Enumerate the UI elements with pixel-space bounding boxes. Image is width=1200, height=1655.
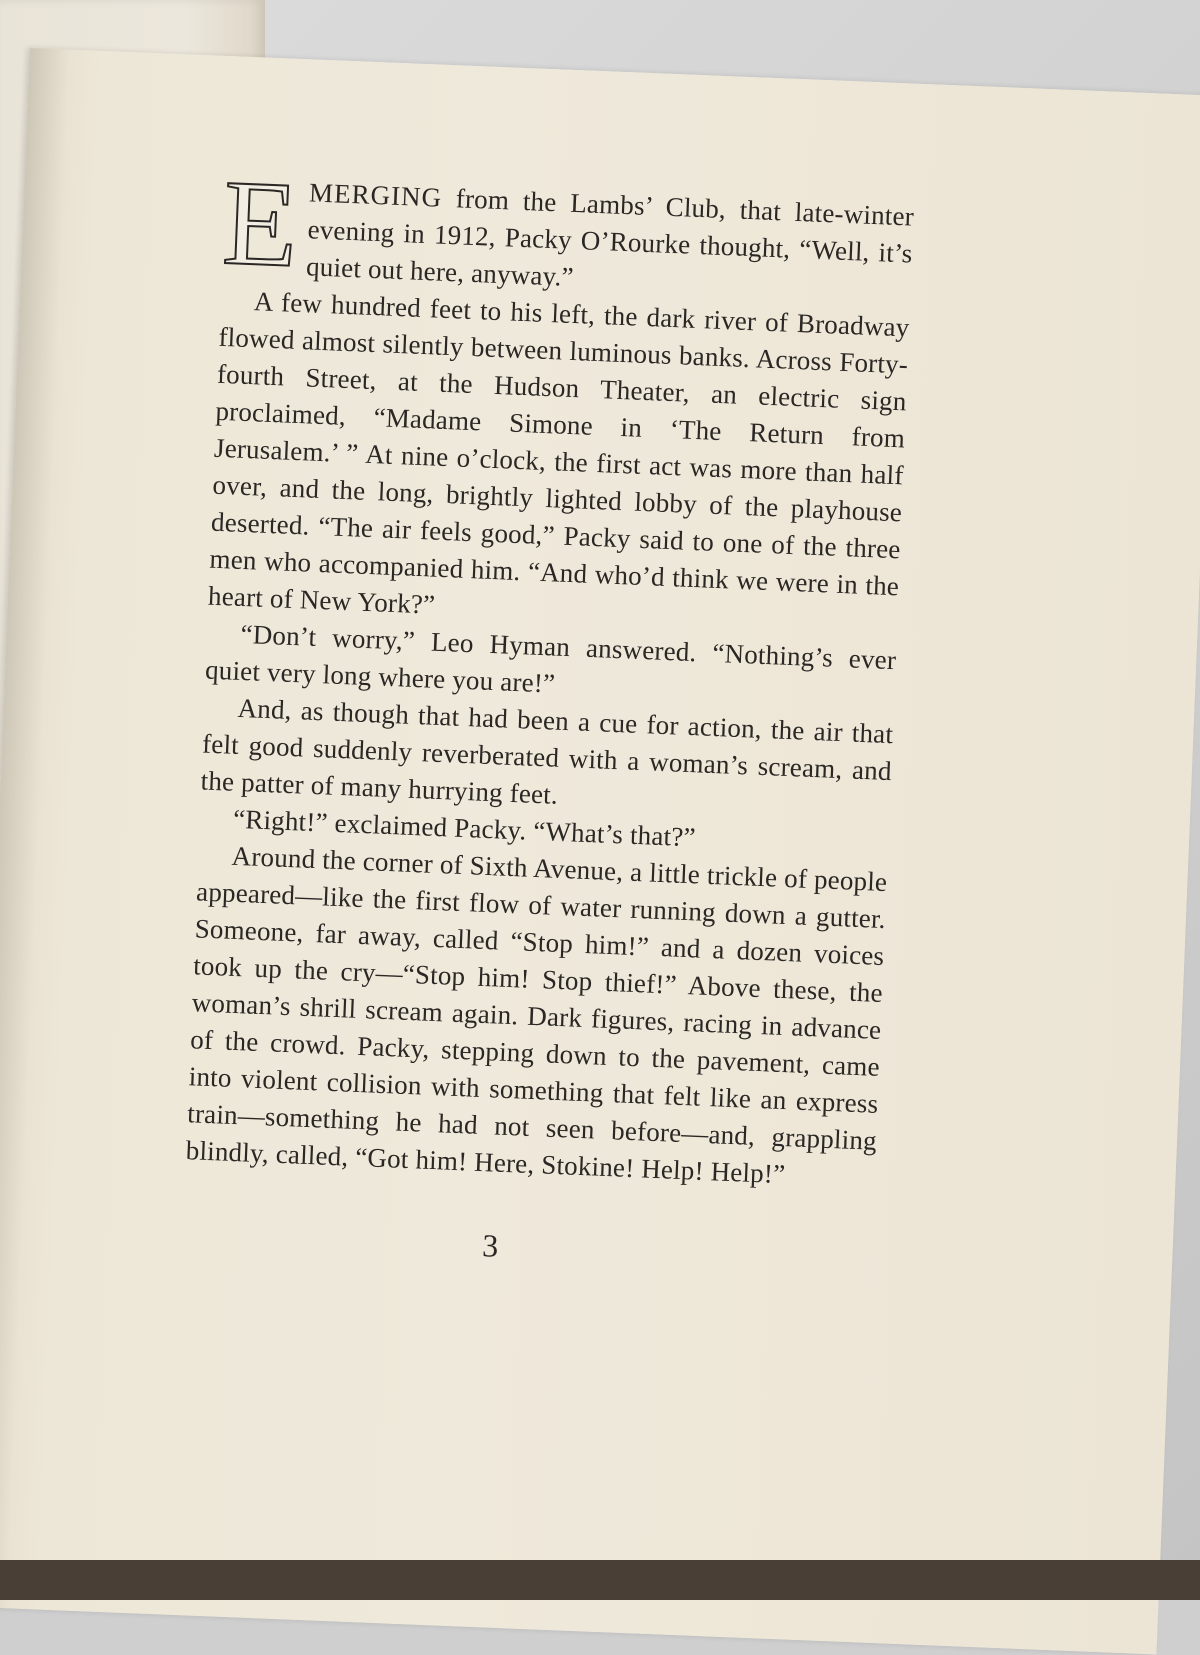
paragraph-6: Around the corner of Sixth Avenue, a little trickle of people appeared—like the first flow of water running down a gutter. Someone, far away, called “Stop him!” and a dozen voices took up the cry—“Stop him! Stop thief!” Above these, the woman’s shrill scream again. Dark figures, racing in advance of the crowd. Packy, stepping down to the pavement, came into violent collision with something that felt like an express train—something he had not seen before—and, grappling blindly, called, “Got him! Here, Stokine! Help! Help!”: [185, 840, 888, 1190]
opening-word: MERGING: [308, 177, 443, 213]
body-text: [185, 154, 915, 1197]
drop-cap: E: [220, 154, 301, 293]
book-page: [0, 48, 1200, 1655]
paragraph-3: “Don’t worry,” Leo Hyman answered. “Nothing’s ever quiet very long where you are!”: [204, 618, 897, 699]
book-cover-edge: [0, 1560, 1200, 1600]
paragraph-5: “Right!” exclaimed Packy. “What’s that?”: [232, 803, 697, 853]
paragraph-4: And, as though that had been a cue for action, the air that felt good suddenly reverberated with a woman’s scream, and the patter of many hurrying feet.: [200, 692, 894, 810]
paragraph-1-text: from the Lambs’ Club, that late-winter evening in 1912, Packy O’Rourke thought, “Well, it’s quiet out here, anyway.”: [305, 182, 915, 292]
page-number: 3: [481, 1227, 500, 1264]
paragraph-2: A few hundred feet to his left, the dark river of Broadway flowed almost silently between luminous banks. Across Forty-fourth Street, at the Hudson Theater, an electric sign proclaimed, “Madame Simone in ‘The Return from Jerusalem.’ ” At nine o’clock, the first act was more than half over, and the long, brightly lighted lobby of the playhouse deserted. “The air feels good,” Packy said to one of the three men who accompanied him. “And who’d think we were in the heart of New York?”: [207, 286, 911, 620]
